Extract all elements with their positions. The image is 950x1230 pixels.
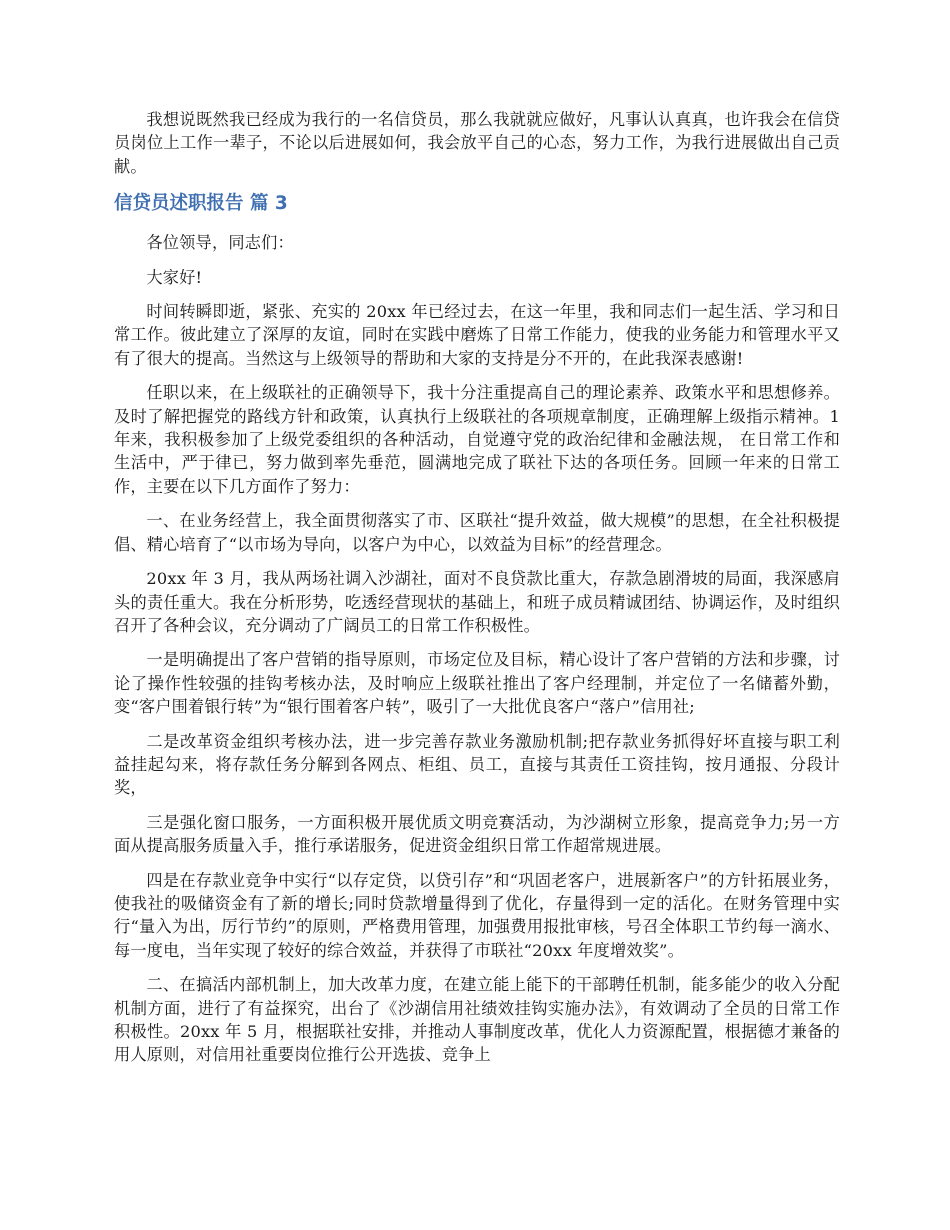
body-paragraph: 二是改革资金组织考核办法，进一步完善存款业务激励机制;把存款业务抓得好坏直接与职工利益挂起勾来，将存款任务分解到各网点、柜组、员工，直接与其责任工资挂钩，按月通报、分段计奖，: [114, 731, 840, 798]
body-paragraph: 一、在业务经营上，我全面贯彻落实了市、区联社“提升效益，做大规模”的思想，在全社积极提倡、精心培育了“以市场为导向，以客户为中心，以效益为目标”的经营理念。: [114, 511, 840, 554]
heading-title: 信贷员述职报告: [114, 193, 244, 215]
body-paragraph: 20xx 年 3 月，我从两场社调入沙湖社，面对不良贷款比重大，存款急剧滑坡的局面，我深感肩头的责任重大。我在分析形势，吃透经营现状的基础上，和班子成员精诚团结、协调运作，及时组织召开了各种会议，充分调动了广阔员工的日常工作积极性。: [114, 569, 840, 635]
document-page: [114, 108, 840, 1078]
body-paragraph: 时间转瞬即逝，紧张、充实的 20xx 年已经过去，在这一年里，我和同志们一起生活、学习和日常工作。彼此建立了深厚的友谊，同时在实践中磨炼了日常工作能力，使我的业务能力和管理水平又有了很大的提高。当然这与上级领导的帮助和大家的支持是分不开的，在此我深表感谢!: [114, 302, 840, 368]
intro-paragraph: 我想说既然我已经成为我行的一名信贷员，那么我就就应做好，凡事认认真真，也许我会在信贷员岗位上工作一辈子，不论以后进展如何，我会放平自己的心态，努力工作，为我行进展做出自己贡献。: [114, 110, 840, 176]
body-paragraph: 任职以来，在上级联社的正确领导下，我十分注重提高自己的理论素养、政策水平和思想修养。及时了解把握党的路线方针和政策，认真执行上级联社的各项规章制度，正确理解上级指示精神。1 年来，我积极参加了上级党委组织的各种活动，自觉遵守党的政治纪律和金融法规， 在日常工作和生活中，严于律已，努力做到率先垂范，圆满地完成了联社下达的各项任务。回顾一年来的日常工作，主要在以下几方面作了努力：: [114, 383, 840, 496]
heading-part: 篇 3: [243, 193, 288, 215]
body-paragraph: 三是强化窗口服务，一方面积极开展优质文明竞赛活动，为沙湖树立形象，提高竞争力;另一方面从提高服务质量入手，推行承诺服务，促进资金组织日常工作超常规进展。: [114, 812, 840, 856]
body-paragraph: 一是明确提出了客户营销的指导原则，市场定位及目标，精心设计了客户营销的方法和步骤，讨论了操作性较强的挂钩考核办法，及时响应上级联社推出了客户经理制，并定位了一名储蓄外勤，变“客户围着银行转”为“银行围着客户转”，吸引了一大批优良客户“落户”信用社;: [114, 650, 840, 717]
section-heading: [114, 192, 840, 216]
greeting-paragraph: 大家好!: [146, 267, 203, 287]
body-paragraph: 二、在搞活内部机制上，加大改革力度，在建立能上能下的干部聘任机制，能多能少的收入分配机制方面，进行了有益探究，出台了《沙湖信用社绩效挂钩实施办法》，有效调动了全员的日常工作积极性。20xx 年 5 月，根据联社安排，并推动人事制度改革，优化人力资源配置，根据德才兼备的用人原则，对信用社重要岗位推行公开选拔、竞争上: [114, 975, 840, 1065]
body-paragraph: 四是在存款业竞争中实行“以存定贷，以贷引存”和“巩固老客户，进展新客户”的方针拓展业务，使我社的吸储资金有了新的增长;同时贷款增量得到了优化，存量得到一定的活化。在财务管理中实行“量入为出，厉行节约”的原则，严格费用管理，加强费用报批审核，号召全体职工节约每一滴水、每一度电，当年实现了较好的综合效益，并获得了市联社“20xx 年度增效奖”。: [114, 870, 840, 960]
salutation-paragraph: 各位领导，同志们：: [146, 233, 294, 253]
